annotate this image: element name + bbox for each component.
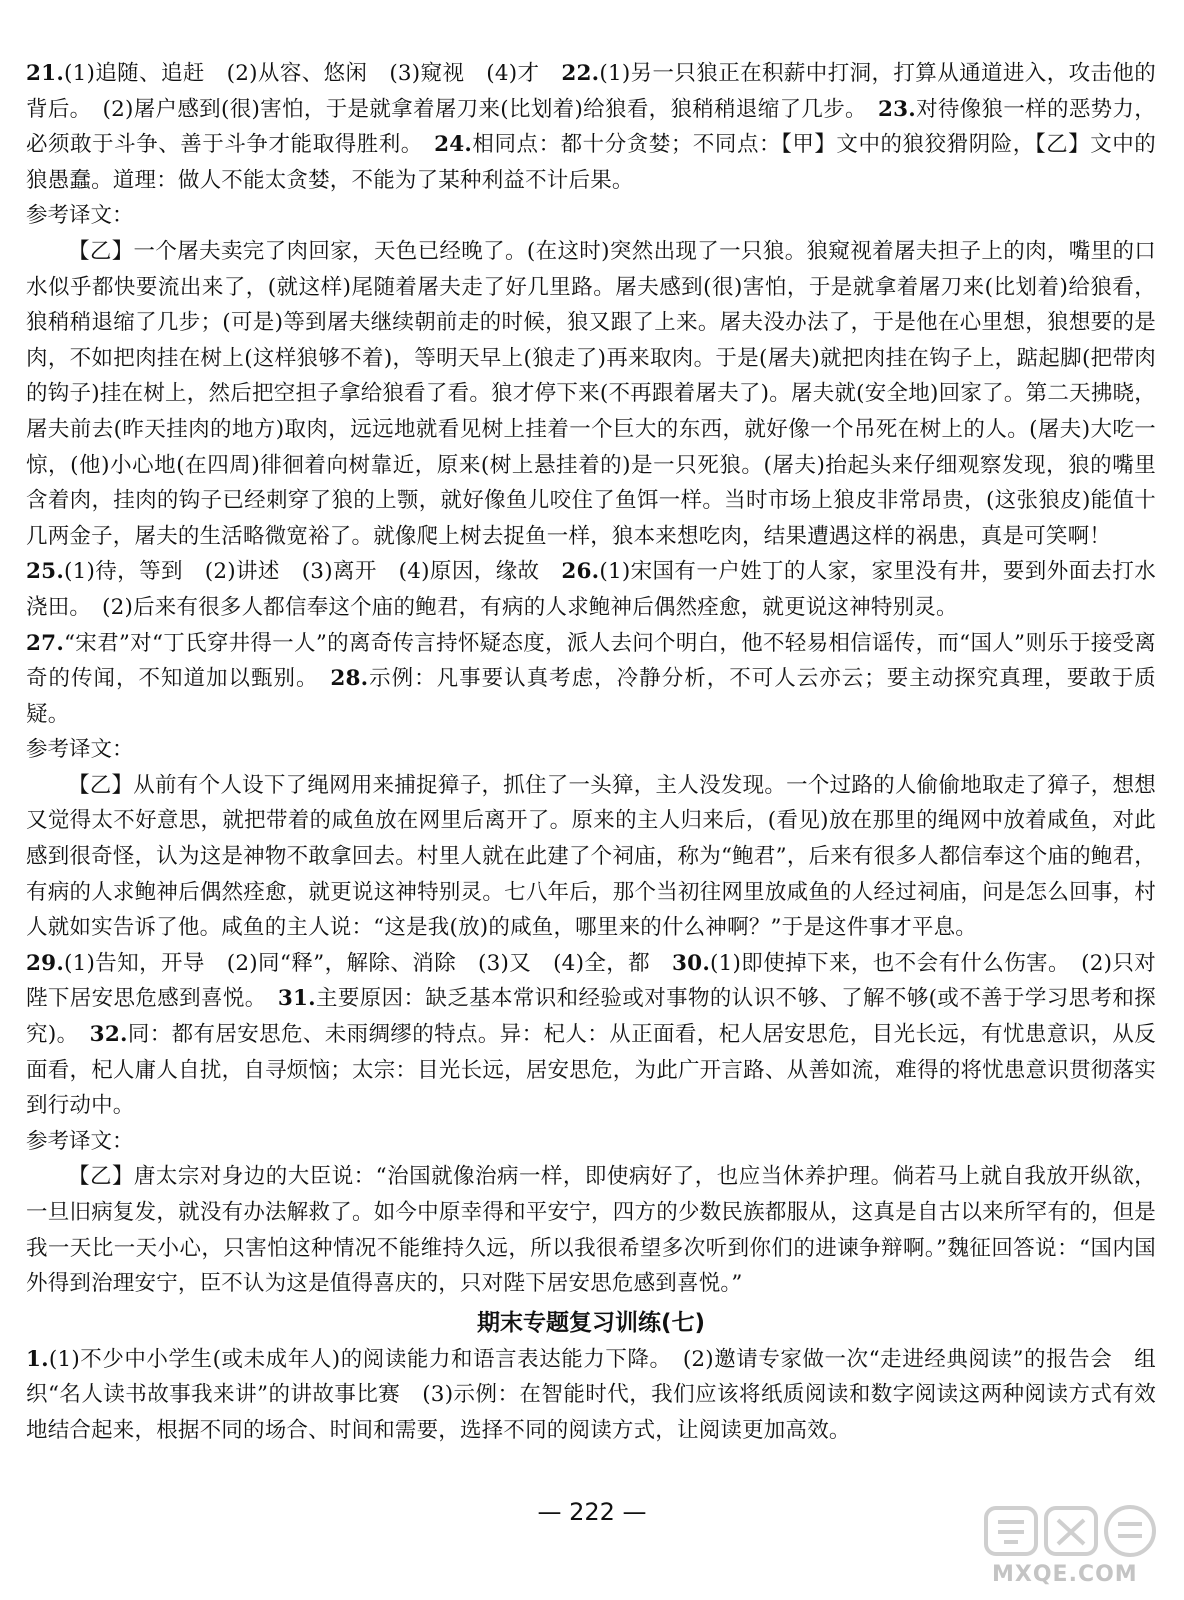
answer-block-q29-32 (26, 946, 1156, 1124)
question-number: 32. (89, 1022, 128, 1048)
reference-translation-label: 参考译文： (26, 737, 134, 763)
question-number: 31. (277, 986, 316, 1012)
page-number: — 222 — (537, 1498, 647, 1526)
question-number: 29. (26, 950, 65, 976)
question-number: 21. (26, 61, 65, 86)
answer-text: “宋君”对“丁氏穿井得一人”的离奇传言持怀疑态度，派人去问个明白，他不轻易相信谣传，而“国人”则乐于接受离奇的传闻，不知道加以甄别。 (26, 630, 1156, 692)
question-number: 23. (877, 96, 916, 122)
answer-text: (1)待，等到 (2)讲述 (3)离开 (4)原因，缘故 (64, 559, 562, 585)
answer-text: 同：都有居安思危、未雨绸缪的特点。异：杞人：从正面看，杞人居安思危，目光长远，有忧患意识，从反面看，杞人庸人自扰，自寻烦恼；太宗：目光长远，居安思危，为此广开言路、从善如流，难得的将忧患意识贯彻落实到行动中。 (26, 1022, 1156, 1119)
answer-block-q25-28 (26, 554, 1156, 732)
reference-translation-baojun: 【乙】从前有个人设下了绳网用来捕捉獐子，抓住了一头獐，主人没发现。一个过路的人偷偷地取走了獐子，想想又觉得太不好意思，就把带着的咸鱼放在网里后离开了。原来的主人归来后，(看见)放在那里的绳网中放着咸鱼，对此感到很奇怪，认为这是神物不敢拿回去。村里人就在此建了个祠庙，称为“鲍君”，后来有很多人都信奉这个庙的鲍君，有病的人求鲍神后偶然痊愈，就更说这神特别灵。七八年后，那个当初往网里放咸鱼的人经过祠庙，问是怎么回事，村人就如实告诉了他。咸鱼的主人说：“这是我(放)的咸鱼，哪里来的什么神啊？”于是这件事才平息。 (26, 772, 1156, 941)
answer-block-q21-24 (26, 56, 1156, 198)
watermark-logo-icon (982, 1500, 1162, 1560)
answer-text: (1)即使掉下来，也不会有什么伤害。 (2)只对陛下居安思危感到喜悦。 (26, 950, 1156, 1012)
reference-translation-wolf: 【乙】一个屠夫卖完了肉回家，天色已经晚了。(在这时)突然出现了一只狼。狼窥视着屠夫担子上的肉，嘴里的口水似乎都快要流出来了，(就这样)尾随着屠夫走了好几里路。屠夫感到(很)害怕，于是就拿着屠刀来(比划着)给狼看，狼稍稍退缩了几步；(可是)等到屠夫继续朝前走的时候，狼又跟了上来。屠夫没办法了，于是他在心里想，狼想要的是肉，不如把肉挂在树上(这样狼够不着)，等明天早上(狼走了)再来取肉。于是(屠夫)就把肉挂在钩子上，踮起脚(把带肉的钩子)挂在树上，然后把空担子拿给狼看了看。狼才停下来(不再跟着屠夫了)。屠夫就(安全地)回家了。第二天拂晓，屠夫前去(昨天挂肉的地方)取肉，远远地就看见树上挂着一个巨大的东西，就好像一个吊死在树上的人。(屠夫)大吃一惊，(他)小心地(在四周)徘徊着向树靠近，原来(树上悬挂着的)是一只死狼。(屠夫)抬起头来仔细观察发现，狼的嘴里含着肉，挂肉的钩子已经刺穿了狼的上颚，就好像鱼儿咬住了鱼饵一样。当时市场上狼皮非常昂贵，(这张狼皮)能值十几两金子，屠夫的生活略微宽裕了。就像爬上树去捉鱼一样，狼本来想吃肉，结果遭遇这样的祸患，真是可笑啊！ (26, 238, 1156, 549)
question-number: 30. (672, 950, 711, 976)
question-number: 1. (26, 1346, 49, 1372)
answer-text: (1)追随、追赶 (2)从容、悠闲 (3)窥视 (4)才 (64, 61, 562, 86)
answer-text: 主要原因：缺乏基本常识和经验或对事物的认识不够、了解不够(或不善于学习思考和探究)。 (26, 986, 1156, 1048)
question-number: 27. (26, 630, 65, 656)
answer-text: (1)宋国有一户姓丁的人家，家里没有井，要到外面去打水浇田。 (2)后来有很多人都信奉这个庙的鲍君，有病的人求鲍神后偶然痊愈，就更说这神特别灵。 (26, 559, 1157, 620)
reference-translation-label: 参考译文： (26, 1128, 134, 1154)
answer-text: 相同点：都十分贪婪；不同点：【甲】文中的狼狡猾阴险，【乙】文中的狼愚蠢。道理：做人不能太贪婪，不能为了某种利益不计后果。 (26, 132, 1156, 193)
question-number: 26. (561, 559, 600, 585)
answer-text: (1)告知，开导 (2)同“释”，解除、消除 (3)又 (4)全，都 (64, 950, 673, 976)
answer-page (26, 56, 1156, 1449)
question-number: 25. (26, 559, 65, 585)
answer-text: (1)不少中小学生(或未成年人)的阅读能力和语言表达能力下降。 (2)邀请专家做一次“走进经典阅读”的报告会 组织“名人读书故事我来讲”的讲故事比赛 (3)示例：在智能时代，我们应该将纸质阅读和数字阅读这两种阅读方式有效地结合起来，根据不同的场合、时间和需要，选择不同的阅读方式，让阅读更加高效。 (26, 1346, 1156, 1443)
answer-text: (1)另一只狼正在积薪中打洞，打算从通道进入，攻击他的背后。 (2)屠户感到(很)害怕，于是就拿着屠刀来(比划着)给狼看，狼稍稍退缩了几步。 (26, 61, 1157, 122)
answer-text: 对待像狼一样的恶势力，必须敢于斗争、善于斗争才能取得胜利。 (26, 96, 1156, 158)
answer-text: 示例：凡事要认真考虑，冷静分析，不可人云亦云；要主动探究真理，要敢于质疑。 (26, 666, 1156, 727)
watermark (972, 1500, 1168, 1592)
question-number: 28. (330, 666, 369, 692)
question-number: 24. (434, 132, 473, 158)
answer-block-s7-q1 (26, 1342, 1156, 1449)
section-title: 期末专题复习训练(七) (476, 1309, 706, 1336)
reference-translation-label: 参考译文： (26, 203, 134, 229)
watermark-url: MXQE.COM (992, 1562, 1138, 1587)
question-number: 22. (561, 61, 600, 86)
reference-translation-taizong: 【乙】唐太宗对身边的大臣说：“治国就像治病一样，即使病好了，也应当休养护理。倘若马上就自我放开纵欲，一旦旧病复发，就没有办法解救了。如今中原幸得和平安宁，四方的少数民族都服从，这真是自古以来所罕有的，但是我一天比一天小心，只害怕这种情况不能维持久远，所以我很希望多次听到你们的进谏争辩啊。”魏征回答说：“国内国外得到治理安宁，臣不认为这是值得喜庆的，只对陛下居安思危感到喜悦。” (26, 1164, 1156, 1297)
